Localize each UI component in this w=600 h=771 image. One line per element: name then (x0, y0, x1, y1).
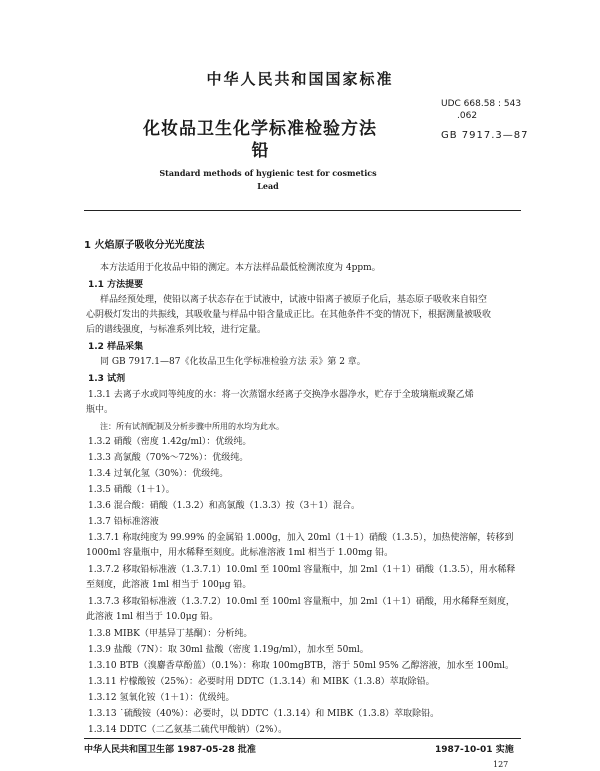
english-title: Standard methods of hygienic test for cosmetics (159, 168, 377, 178)
reagent-item: 1.3.11 柠檬酸铵（25%）：必要时用 DDTC（1.3.14）和 MIBK（1.3.8）萃取除铅。 (88, 677, 435, 687)
reagent-item: 1.3.2 硝酸（密度 1.42g/ml）：优级纯。 (88, 437, 252, 447)
reagent-item: 1.3.12 氢氧化铵（1＋1）：优级纯。 (88, 693, 235, 703)
paragraph-line: 心阴极灯发出的共振线，其吸收量与样品中铅含量成正比。在其他条件不变的情况下，根据测量被吸收 (86, 310, 492, 320)
reagent-item: 1.3.7.2 移取铅标准液（1.3.7.1）10.0ml 至 100ml 容量瓶中，加 2ml（1＋1）硝酸（1.3.5），用水稀释 (88, 565, 516, 575)
reagent-item: 1.3.10 BTB（溴麝香草酚蓝）（0.1%）：称取 100mgBTB，溶于 50ml 95% 乙醇溶液，加水至 100ml。 (88, 661, 515, 671)
subsection-1-2-heading: 1.2 样品采集 (88, 342, 144, 352)
national-standard-heading: 中华人民共和国国家标准 (206, 70, 394, 88)
section-1-intro: 本方法适用于化妆品中铅的测定。本方法样品最低检测浓度为 4ppm。 (100, 263, 381, 273)
reagent-item: 1.3.6 混合酸：硝酸（1.3.2）和高氯酸（1.3.3）按（3＋1）混合。 (88, 501, 361, 511)
subsection-1-3-heading: 1.3 试剂 (88, 374, 126, 384)
page-number: 127 (493, 760, 509, 769)
paragraph-line: 样品经预处理，使铅以离子状态存在于试液中，试液中铅离子被原子化后，基态原子吸收来自铅空 (100, 295, 488, 305)
english-subtitle: Lead (257, 181, 279, 191)
reagent-item: 1.3.7.3 移取铅标准液（1.3.7.2）10.0ml 至 100ml 容量瓶中，加 2ml（1＋1）硝酸，用水稀释至刻度， (88, 597, 515, 607)
subsection-1-1-heading: 1.1 方法提要 (88, 280, 144, 290)
implementation-date: 1987-10-01 实施 (435, 745, 514, 755)
reagent-item: 1.3.13 ˙硫酸铵（40%）：必要时，以 DDTC（1.3.14）和 MIBK（1.3.8）萃取除铅。 (88, 709, 440, 719)
approval-info: 中华人民共和国卫生部 1987-05-28 批准 (84, 745, 256, 755)
paragraph-line: 后的谱线强度，与标准系列比较，进行定量。 (86, 325, 267, 335)
gb-code: GB 7917.3—87 (441, 130, 529, 141)
udc-code-line1: UDC 668.58 : 543 (441, 99, 522, 109)
document-title: 化妆品卫生化学标准检验方法 (143, 119, 377, 139)
reagent-item: 1.3.8 MIBK（甲基异丁基酮）：分析纯。 (88, 629, 253, 639)
reagent-item-cont: 瓶中。 (86, 405, 114, 415)
reagent-item: 1.3.14 DDTC（二乙氨基二硫代甲酸钠）（2%）。 (88, 725, 288, 735)
reagent-item-cont: 1000ml 容量瓶中，用水稀释至刻度。此标准溶液 1ml 相当于 1.00mg 铅。 (86, 548, 394, 558)
reagent-item-cont: 此溶液 1ml 相当于 10.0μg 铅。 (86, 612, 219, 622)
bottom-divider (84, 738, 521, 739)
paragraph-line: 同 GB 7917.1—87《化妆品卫生化学标准检验方法 汞》第 2 章。 (100, 357, 366, 367)
reagent-item: 1.3.4 过氧化氢（30%）：优级纯。 (88, 469, 229, 479)
reagent-item: 1.3.7.1 称取纯度为 99.99% 的金属铅 1.000g，加入 20ml（1＋1）硝酸（1.3.5），加热使溶解，转移到 (88, 533, 514, 543)
reagent-item: 1.3.1 去离子水或同等纯度的水：将一次蒸馏水经离子交换净水器净水，贮存于全玻璃瓶或聚乙烯 (88, 390, 474, 400)
reagent-item: 1.3.9 盐酸（7N）：取 30ml 盐酸（密度 1.19g/ml），加水至 50ml。 (88, 645, 369, 655)
reagent-item: 1.3.3 高氯酸（70%～72%）：优级纯。 (88, 453, 249, 463)
reagent-item: 1.3.7 铅标准溶液 (88, 517, 159, 527)
udc-code-line2: .062 (457, 111, 478, 121)
section-1-heading: 1 火焰原子吸收分光光度法 (84, 240, 205, 251)
top-divider (84, 210, 521, 211)
reagent-item: 1.3.5 硝酸（1＋1）。 (88, 485, 175, 495)
note: 注：所有试剂配制及分析步骤中所用的水均为此水。 (100, 422, 284, 431)
reagent-item-cont: 至刻度，此溶液 1ml 相当于 100μg 铅。 (86, 580, 252, 590)
document-subtitle: 铅 (251, 141, 269, 161)
